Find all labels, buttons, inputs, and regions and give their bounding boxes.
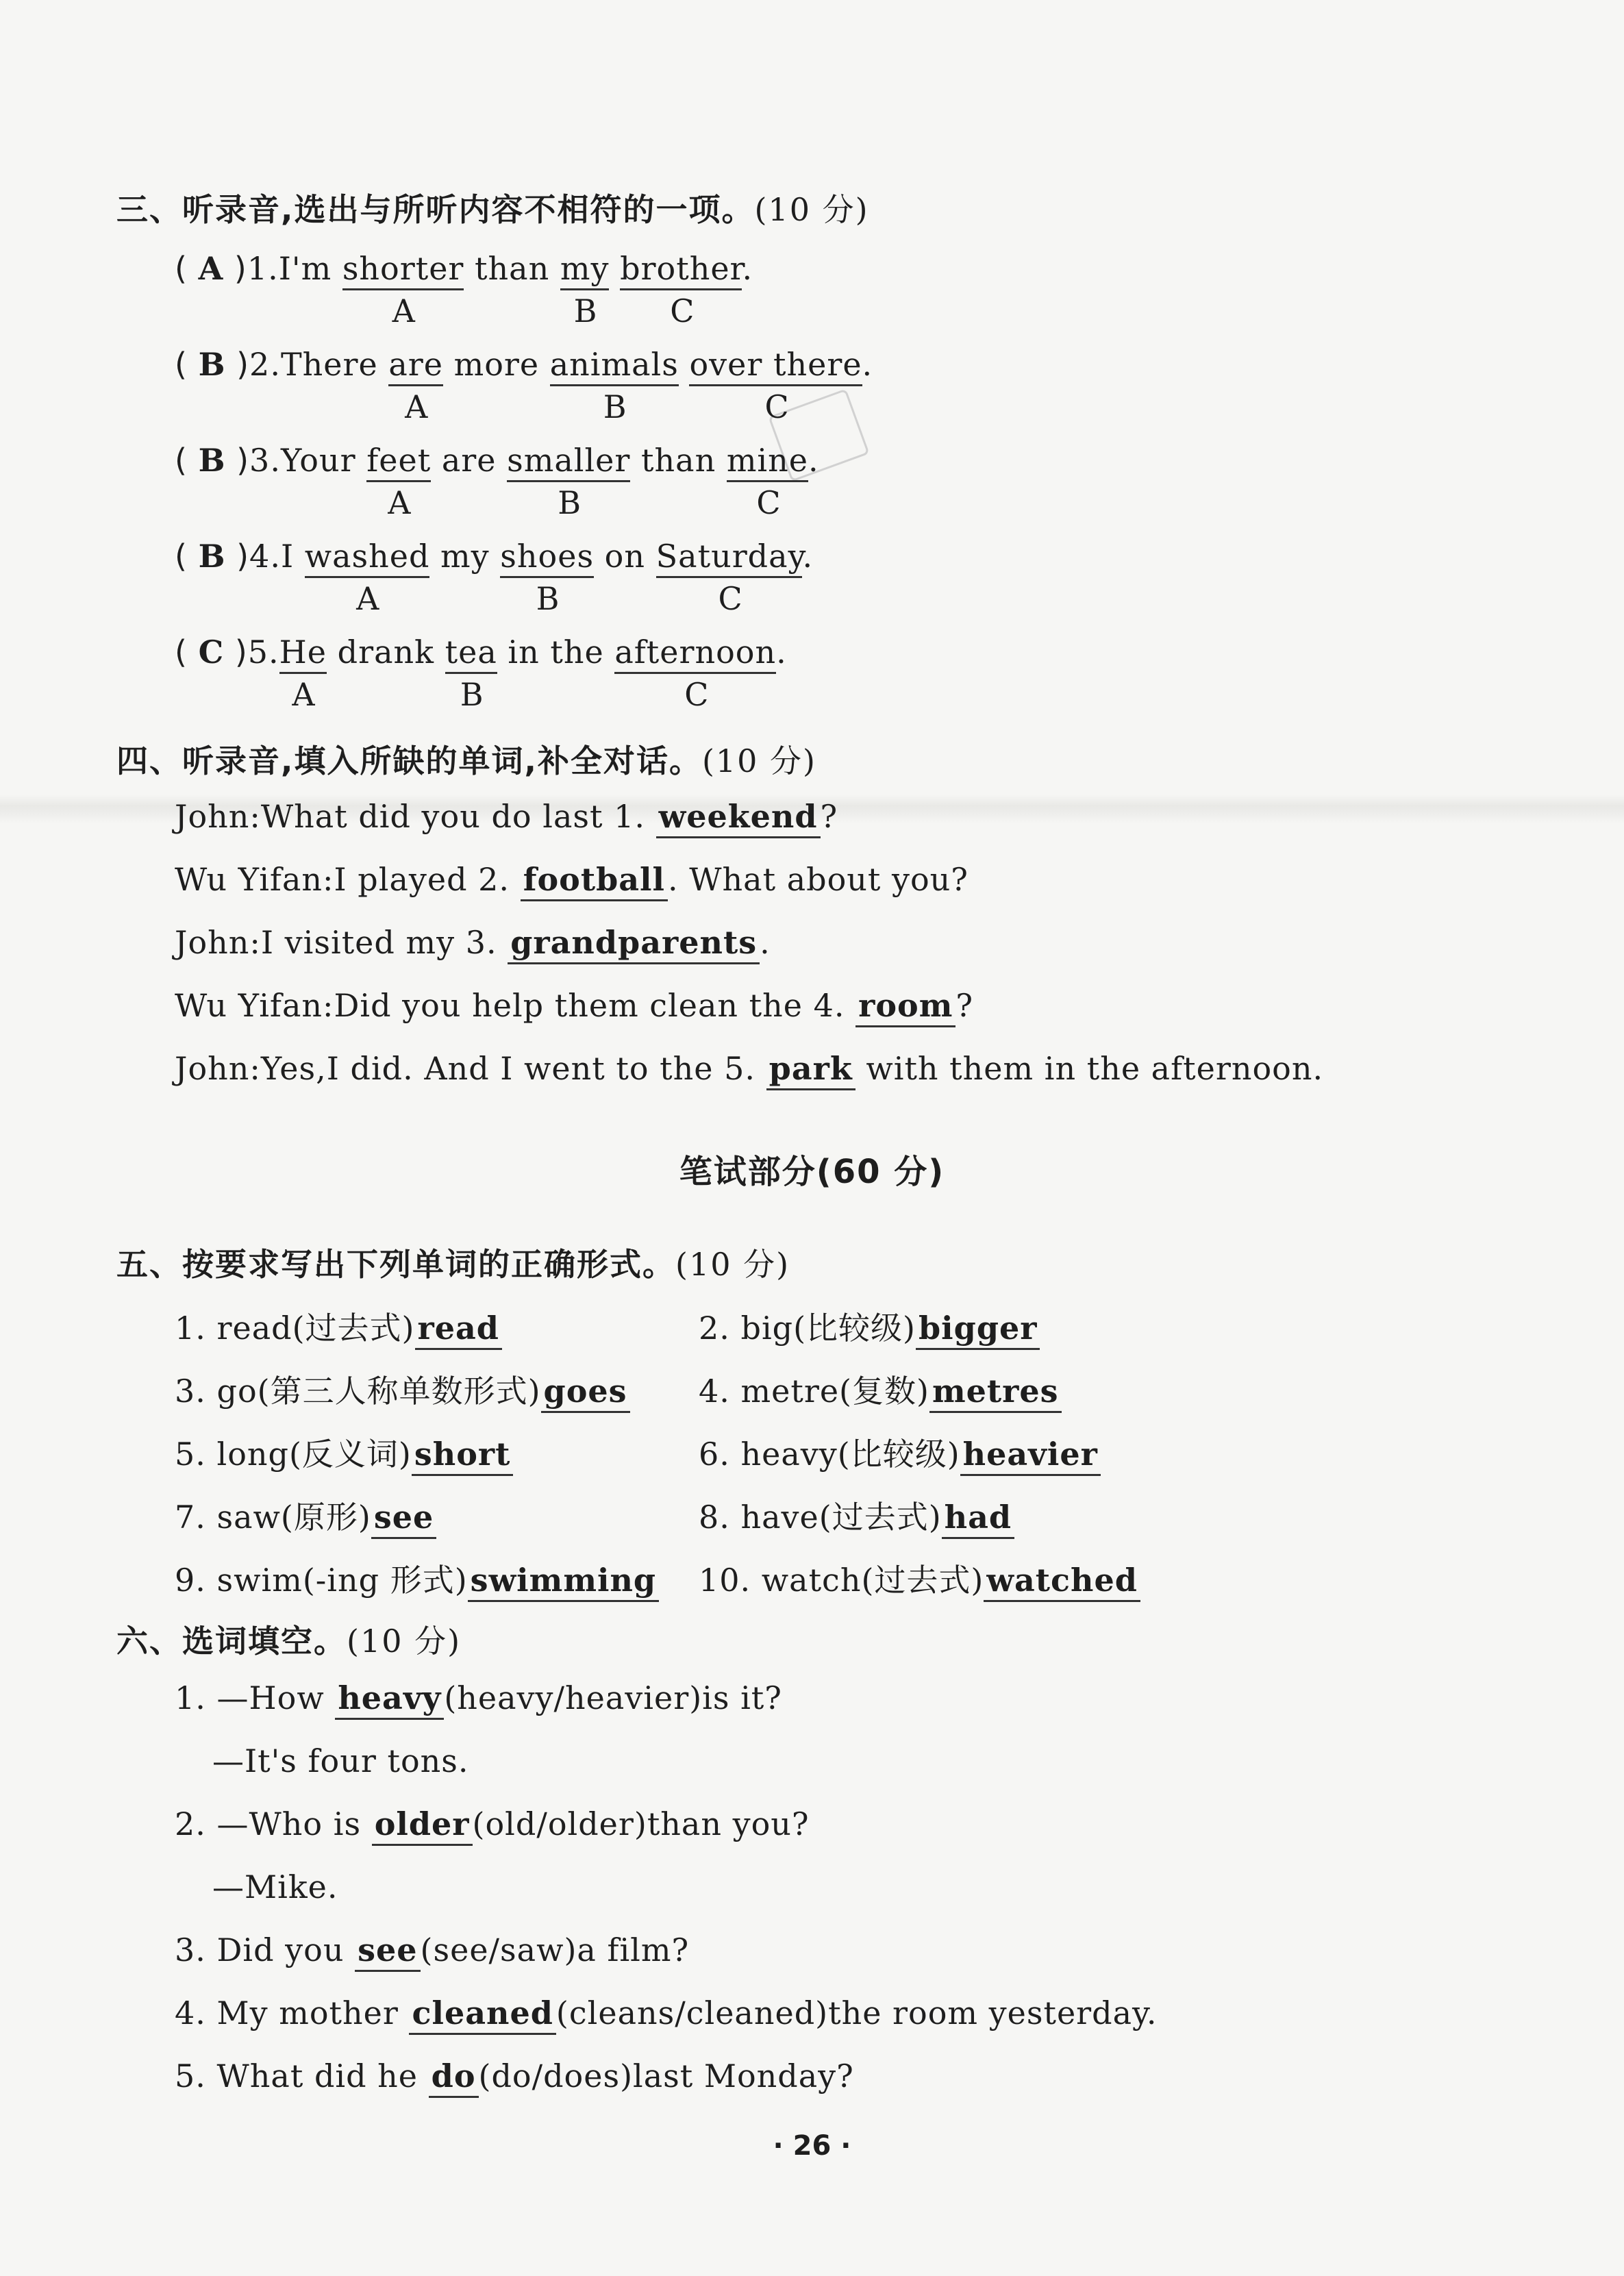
option-b-word: tea xyxy=(445,634,497,674)
answer-blank: heavier xyxy=(960,1436,1101,1476)
item-number: 3. xyxy=(249,442,281,479)
answer-paren-open: ( xyxy=(175,538,199,575)
word-form-item xyxy=(699,1366,1062,1413)
section6-heading xyxy=(116,1616,461,1662)
section3-item xyxy=(175,538,813,575)
fill-item xyxy=(212,1868,338,1905)
dialogue-line xyxy=(175,861,969,901)
fill-item xyxy=(175,1805,810,1846)
text-segment: . xyxy=(776,634,787,671)
word-prompt: 4. metre(复数) xyxy=(699,1373,929,1410)
option-label: A xyxy=(405,388,428,425)
section3-item xyxy=(175,442,819,479)
option-label: B xyxy=(573,292,597,329)
option-b-word: shoes xyxy=(500,538,594,578)
text-segment: . xyxy=(742,250,753,287)
text-segment: are xyxy=(431,442,508,479)
option-c-word: Saturday xyxy=(656,538,803,578)
section4-points: (10 分) xyxy=(701,742,817,779)
option-label: C xyxy=(756,484,781,521)
fill-item xyxy=(175,1931,689,1972)
word-form-item xyxy=(175,1366,630,1413)
text-segment: drank xyxy=(327,634,445,671)
fill-text: (cleans/cleaned)the room yesterday. xyxy=(555,1994,1158,2031)
fill-text: 5. What did he xyxy=(175,2058,429,2094)
text-segment: on xyxy=(594,538,656,575)
answer-letter: B xyxy=(198,346,226,383)
answer-blank: read xyxy=(415,1310,502,1350)
option-label: A xyxy=(292,676,315,713)
dialogue-text: . What about you? xyxy=(668,861,969,898)
fill-text: 2. —Who is xyxy=(175,1805,372,1842)
answer-letter: B xyxy=(198,442,226,479)
answer-paren-close: ) xyxy=(225,538,250,575)
option-a-word: shorter xyxy=(342,250,464,290)
answer-paren-close: ) xyxy=(224,634,248,671)
item-number: 4. xyxy=(249,538,281,575)
fill-text: (do/does)last Monday? xyxy=(478,2058,854,2094)
dialogue-text: John:Yes,I did. And I went to the 5. xyxy=(175,1050,766,1087)
section4-title: 四、听录音,填入所缺的单词,补全对话。 xyxy=(116,742,702,779)
word-form-item xyxy=(175,1555,659,1602)
answer-blank: see xyxy=(355,1931,420,1972)
answer-blank: football xyxy=(521,861,668,901)
answer-blank: goes xyxy=(541,1373,630,1413)
fill-item xyxy=(175,2058,854,2098)
text-segment: I xyxy=(280,538,305,575)
page-number: · 26 · xyxy=(773,2130,851,2162)
item-number: 2. xyxy=(249,346,281,383)
word-prompt: 10. watch(过去式) xyxy=(699,1562,984,1599)
dialogue-line xyxy=(175,798,838,838)
option-b-word: smaller xyxy=(507,442,630,482)
option-label: C xyxy=(764,388,789,425)
dialogue-text: ? xyxy=(820,798,838,835)
word-form-item xyxy=(175,1492,436,1539)
text-segment: . xyxy=(808,442,819,479)
answer-blank: bigger xyxy=(916,1310,1040,1350)
answer-blank: cleaned xyxy=(409,1994,555,2035)
dialogue-line xyxy=(175,1050,1323,1090)
option-b-word: my xyxy=(560,250,610,290)
fill-text: 4. My mother xyxy=(175,1994,410,2031)
answer-blank: short xyxy=(412,1436,514,1476)
dialogue-text: John:What did you do last 1. xyxy=(175,798,656,835)
section5-title: 五、按要求写出下列单词的正确形式。 xyxy=(116,1246,675,1283)
word-form-item xyxy=(699,1555,1140,1602)
option-label: B xyxy=(460,676,484,713)
item-number: 5. xyxy=(247,634,279,671)
section3-item xyxy=(175,346,873,383)
option-c-word: mine xyxy=(727,442,808,482)
fill-text: (heavy/heavier)is it? xyxy=(444,1679,782,1716)
word-prompt: 3. go(第三人称单数形式) xyxy=(175,1373,541,1410)
written-part-title: 笔试部分(60 分) xyxy=(679,1153,945,1191)
answer-letter: A xyxy=(198,250,224,287)
fill-item xyxy=(212,1742,469,1779)
option-label: C xyxy=(718,580,742,617)
word-prompt: 2. big(比较级) xyxy=(699,1310,916,1347)
dialogue-text: Wu Yifan:I played 2. xyxy=(175,861,521,898)
fill-text: (see/saw)a film? xyxy=(420,1931,690,1968)
word-prompt: 7. saw(原形) xyxy=(175,1499,371,1536)
option-label: C xyxy=(670,292,695,329)
word-prompt: 6. heavy(比较级) xyxy=(699,1436,960,1473)
section3-item xyxy=(175,250,753,287)
word-form-item xyxy=(175,1303,502,1350)
fill-item xyxy=(175,1679,782,1720)
section3-points: (10 分) xyxy=(754,191,869,228)
dialogue-text: John:I visited my 3. xyxy=(175,924,508,961)
word-form-item xyxy=(175,1429,513,1476)
word-prompt: 8. have(过去式) xyxy=(699,1499,942,1536)
answer-blank: weekend xyxy=(656,798,821,838)
answer-blank: older xyxy=(372,1805,473,1846)
text-segment xyxy=(679,346,690,383)
text-segment: my xyxy=(429,538,501,575)
answer-paren-open: ( xyxy=(175,634,199,671)
answer-blank: swimming xyxy=(468,1562,659,1602)
item-number: 1. xyxy=(247,250,279,287)
section3-heading xyxy=(116,185,869,230)
fill-text: (old/older)than you? xyxy=(472,1805,810,1842)
answer-letter: C xyxy=(198,634,225,671)
dialogue-line xyxy=(175,924,771,964)
option-a-word: washed xyxy=(305,538,430,578)
option-c-word: afternoon xyxy=(614,634,776,674)
answer-paren-open: ( xyxy=(175,250,199,287)
text-segment: . xyxy=(802,538,814,575)
dialogue-text: Wu Yifan:Did you help them clean the 4. xyxy=(175,987,856,1024)
fill-item xyxy=(175,1994,1158,2035)
fill-text: —It's four tons. xyxy=(212,1742,469,1779)
answer-blank: do xyxy=(429,2058,479,2098)
section4-heading xyxy=(116,736,816,781)
text-segment: more xyxy=(442,346,550,383)
word-prompt: 5. long(反义词) xyxy=(175,1436,412,1473)
option-label: B xyxy=(536,580,560,617)
fill-text: 1. —How xyxy=(175,1679,336,1716)
option-a-word: are xyxy=(388,346,443,386)
option-a-word: He xyxy=(279,634,327,674)
answer-blank: see xyxy=(371,1499,436,1539)
text-segment: I'm xyxy=(278,250,342,287)
text-segment: in the xyxy=(497,634,615,671)
dialogue-text: with them in the afternoon. xyxy=(855,1050,1324,1087)
answer-letter: B xyxy=(198,538,226,575)
word-form-item xyxy=(699,1492,1014,1539)
word-prompt: 1. read(过去式) xyxy=(175,1310,415,1347)
answer-blank: metres xyxy=(929,1373,1062,1413)
section3-title: 三、听录音,选出与所听内容不相符的一项。 xyxy=(116,191,755,228)
dialogue-text: ? xyxy=(955,987,974,1024)
text-segment: Your xyxy=(280,442,367,479)
answer-paren-open: ( xyxy=(175,346,199,383)
answer-blank: grandparents xyxy=(508,924,760,964)
text-segment: than xyxy=(630,442,727,479)
fill-text: 3. Did you xyxy=(175,1931,355,1968)
text-segment xyxy=(609,250,620,287)
answer-paren-close: ) xyxy=(223,250,247,287)
option-c-word: brother xyxy=(620,250,742,290)
section6-points: (10 分) xyxy=(347,1623,462,1660)
text-segment: . xyxy=(862,346,873,383)
word-form-item xyxy=(699,1303,1040,1350)
option-a-word: feet xyxy=(366,442,431,482)
fill-text: —Mike. xyxy=(212,1868,338,1905)
answer-paren-close: ) xyxy=(225,442,250,479)
answer-blank: watched xyxy=(984,1562,1140,1602)
answer-blank: park xyxy=(766,1050,855,1090)
dialogue-line xyxy=(175,987,973,1027)
option-label: C xyxy=(684,676,709,713)
section5-heading xyxy=(116,1240,790,1285)
option-label: A xyxy=(388,484,411,521)
option-b-word: animals xyxy=(550,346,679,386)
answer-blank: had xyxy=(942,1499,1014,1539)
option-c-word: over there xyxy=(689,346,862,386)
answer-paren-close: ) xyxy=(225,346,250,383)
section6-title: 六、选词填空。 xyxy=(116,1623,347,1660)
section5-points: (10 分) xyxy=(675,1246,790,1283)
option-label: B xyxy=(558,484,582,521)
section3-item xyxy=(175,634,787,671)
option-label: A xyxy=(356,580,379,617)
text-segment: than xyxy=(464,250,560,287)
option-label: B xyxy=(603,388,627,425)
answer-blank: room xyxy=(855,987,955,1027)
option-label: A xyxy=(392,292,415,329)
answer-paren-open: ( xyxy=(175,442,199,479)
text-segment: There xyxy=(280,346,389,383)
dialogue-text: . xyxy=(760,924,771,961)
answer-blank: heavy xyxy=(335,1679,444,1720)
word-prompt: 9. swim(-ing 形式) xyxy=(175,1562,468,1599)
word-form-item xyxy=(699,1429,1101,1476)
